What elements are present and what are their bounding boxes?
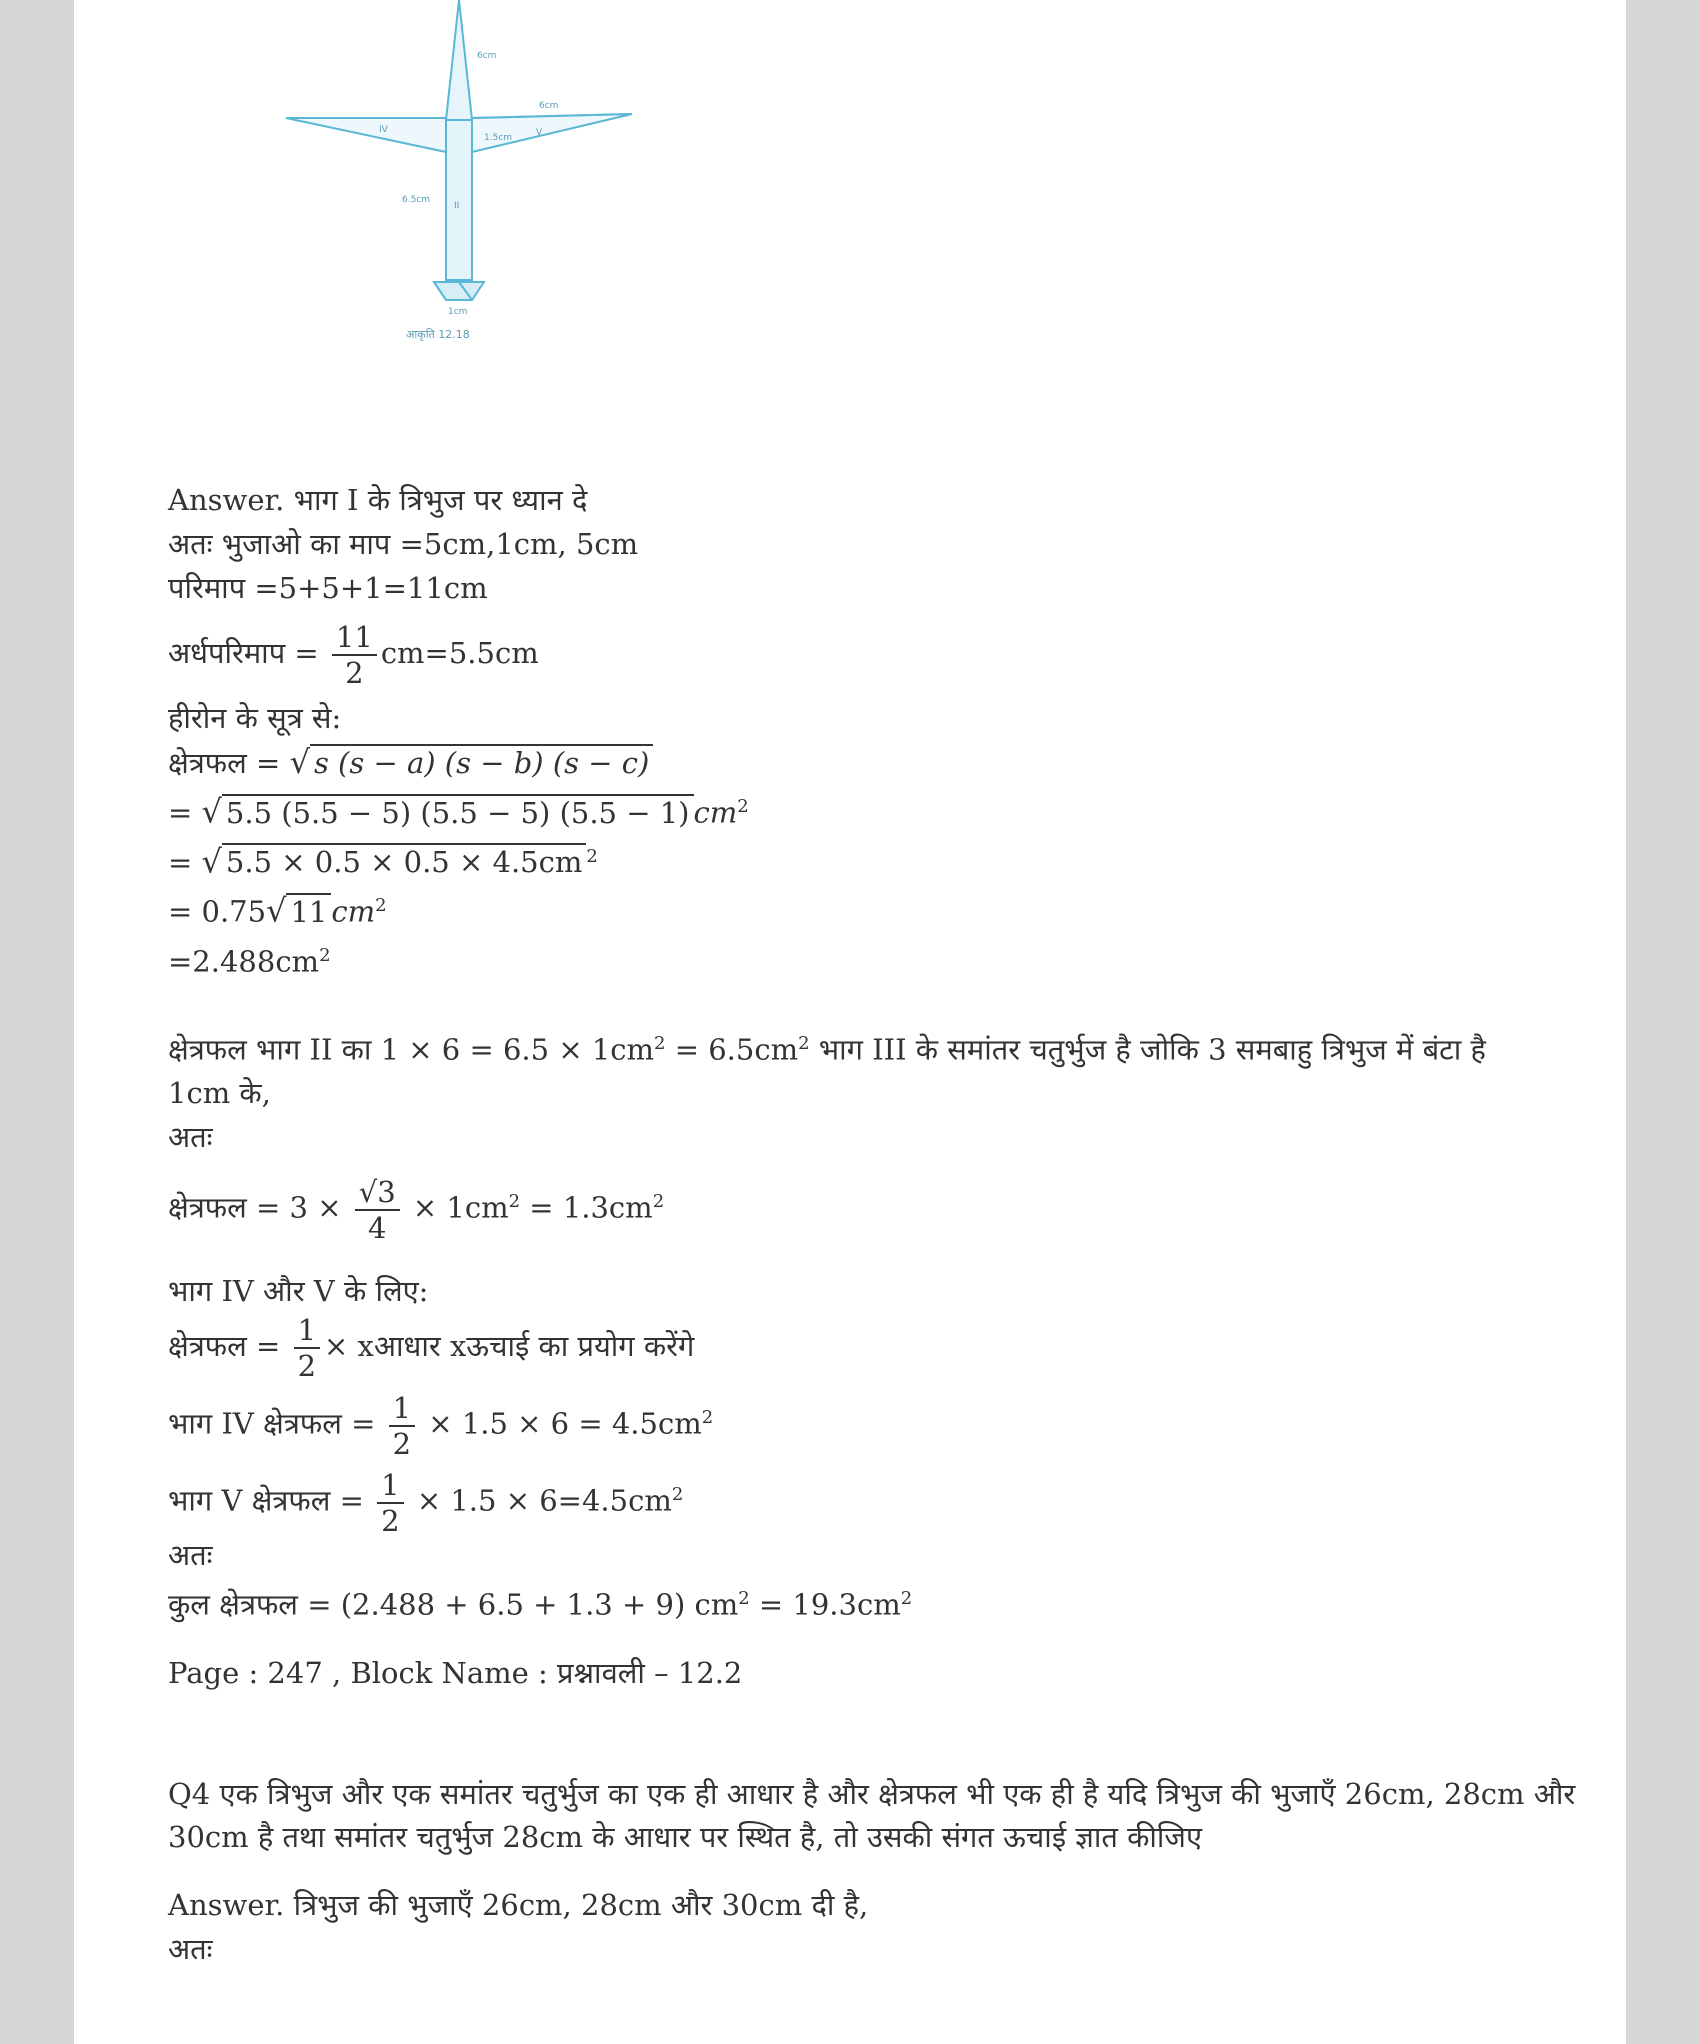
total-area: कुल क्षेत्रफल = (2.488 + 6.5 + 1.3 + 9) $cm^2 = 19.3cm^2$ xyxy=(168,1587,913,1622)
triangle-part-4 xyxy=(286,118,446,152)
figure-diagram xyxy=(274,0,654,350)
part2-line3: अतः xyxy=(168,1120,213,1155)
part5-area: भाग V क्षेत्रफल = $\frac{1}{2}$ × $1.5 \times 6=4.5cm^2$ xyxy=(168,1467,684,1538)
answer1-line3: परिमाप =5+5+1=11cm xyxy=(168,571,488,605)
answer1-line2: अतः भुजाओ का माप =5cm,1cm, 5cm xyxy=(168,527,639,561)
answer4-line2: अतः xyxy=(168,1931,213,1966)
page-info: Page : 247 , Block Name : प्रश्नावली – 12.2 xyxy=(168,1655,743,1690)
fraction: $\frac{11}{2}$ xyxy=(332,620,377,690)
fraction: $\frac{1}{2}$ xyxy=(389,1391,415,1461)
fraction: $\frac{√3}{4}$ xyxy=(355,1175,400,1245)
answer1-step1: = √ 5.5 (5.5 − 5) (5.5 − 5) (5.5 − 1) $cm^2$ xyxy=(168,792,749,831)
fig-label-iv: IV xyxy=(379,125,388,135)
answer1-semi-perimeter: अर्धपरिमाप = $\frac{11}{2}$ cm=5.5cm xyxy=(168,620,539,690)
triangle-part-1 xyxy=(446,0,472,120)
fig-label-center: II xyxy=(454,201,460,211)
part45-formula: क्षेत्रफल = $\frac{1}{2}$ × xआधार xऊचाई का प्रयोग करेंगे xyxy=(168,1313,695,1384)
answer1-line1: Answer. भाग I के त्रिभुज पर ध्यान दे xyxy=(168,483,588,517)
fig-label-right-top: 6cm xyxy=(539,101,559,111)
part45-line1: भाग IV और V के लिए: xyxy=(168,1274,429,1309)
fig-label-base: 1cm xyxy=(448,307,468,317)
fig-label-left-side: 6.5cm xyxy=(402,195,431,205)
answer1-result: $=2.488cm^2$ xyxy=(168,944,331,979)
document-page xyxy=(74,0,1626,2044)
rectangle-part-2 xyxy=(446,120,472,280)
fig-label-mid: 1.5cm xyxy=(484,133,513,143)
answer-content xyxy=(168,478,1588,1971)
figure-caption: आकृति 12.18 xyxy=(406,328,470,341)
part4-area: भाग IV क्षेत्रफल = $\frac{1}{2}$ × $1.5 \times 6 = 4.5cm^2$ xyxy=(168,1390,714,1461)
answer1-heron: हीरोन के सूत्र से: xyxy=(168,701,342,735)
part2-line1: क्षेत्रफल भाग II का $1 \times 6 = 6.5 \times 1cm^2 = 6.5cm^2$ भाग III के समांतर चतुर्भुज है जोकि 3 समबाहु त्रिभुज में बंटा है xyxy=(168,1032,1486,1067)
fig-label-top: 6cm xyxy=(477,51,497,61)
fig-label-v: V xyxy=(536,128,543,138)
fraction: $\frac{1}{2}$ xyxy=(377,1468,403,1538)
part45-line5: अतः xyxy=(168,1538,213,1573)
part2-area: क्षेत्रफल = 3 × $\frac{√3}{4}$ × $1cm^2 = 1.3cm^2$ xyxy=(168,1174,665,1245)
parallelogram-part-3 xyxy=(434,282,484,300)
part2-line2: 1cm के, xyxy=(168,1076,271,1111)
question-4: Q4 एक त्रिभुज और एक समांतर चतुर्भुज का एक ही आधार है और क्षेत्रफल भी एक ही है यदि त्रिभुज की भुजाएँ 26cm, 28cm और 30cm है तथा समांतर चतुर्भुज 28cm के आधार पर स्थित है, तो उसकी संगत ऊचाई ज्ञात कीजिए xyxy=(168,1776,1576,1854)
answer1-step2: = √ 5.5 × 0.5 × 0.5 × 4.5cm $^2$ xyxy=(168,842,598,881)
answer1-step3: = 0.75√ 11 $cm^2$ xyxy=(168,891,387,930)
answer1-formula: क्षेत्रफल = √ s (s − a) (s − b) (s − c) xyxy=(168,740,1588,785)
fraction: $\frac{1}{2}$ xyxy=(294,1313,320,1383)
answer4-line1: Answer. त्रिभुज की भुजाएँ 26cm, 28cm और 30cm दी है, xyxy=(168,1887,869,1922)
